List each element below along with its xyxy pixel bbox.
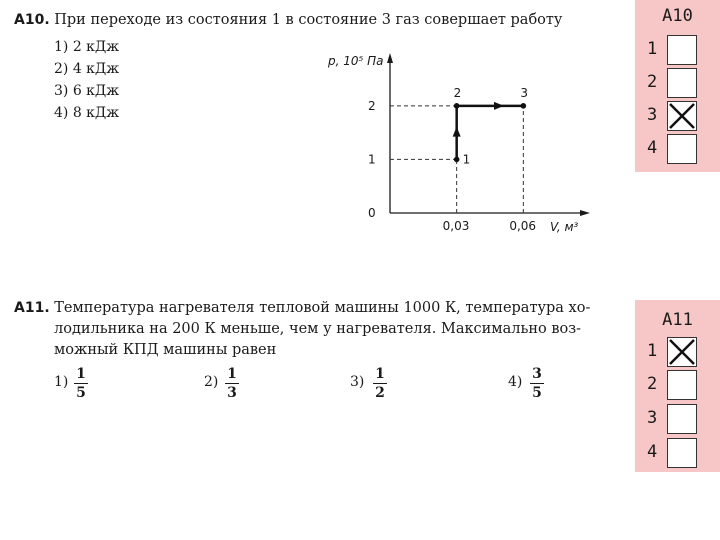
a10-answer-num-1: 1 [647, 39, 658, 59]
pv-chart [320, 45, 620, 245]
a11-option-3-label: 3) [350, 374, 365, 390]
a10-answer-box-4[interactable] [667, 134, 697, 164]
a11-fraction-2-den: 3 [227, 385, 237, 401]
a10-answer-box-3[interactable] [667, 101, 697, 131]
a11-answer-box-4[interactable] [667, 438, 697, 468]
cross-mark-icon [668, 102, 696, 130]
a11-fraction-2-num: 1 [227, 366, 237, 382]
a10-answer-row-2 [635, 68, 720, 98]
answer-panel-a10 [635, 0, 720, 172]
a11-answer-row-4 [635, 438, 720, 468]
a11-fraction-2 [225, 366, 239, 401]
a11-fraction-3 [373, 366, 387, 401]
a11-fraction-3-num: 1 [375, 366, 385, 382]
a10-question [14, 10, 614, 31]
a11-number: А11. [14, 300, 50, 316]
x-tick-label: 0,03 [442, 219, 470, 233]
a10-answer-num-2: 2 [647, 72, 658, 92]
a11-fraction-4-den: 5 [532, 385, 542, 401]
process-arrow [453, 127, 461, 137]
a10-number: А10. [14, 12, 50, 28]
state-label: 3 [520, 85, 528, 100]
a10-answer-box-2[interactable] [667, 68, 697, 98]
state-point [521, 103, 527, 109]
x-axis-arrow [580, 210, 590, 216]
answer-panel-a10-title: А10 [662, 6, 693, 26]
a11-option-4-label: 4) [508, 374, 523, 390]
a10-options [54, 36, 119, 124]
a11-answer-row-1 [635, 337, 720, 367]
a11-fraction-1 [74, 366, 88, 401]
a11-fraction-4 [530, 366, 544, 401]
a11-fraction-3-den: 2 [375, 385, 385, 401]
a11-fraction-1-num: 1 [76, 366, 86, 382]
a10-option-4: 4) 8 кДж [54, 105, 120, 121]
a10-question-text: При переходе из состояния 1 в состояние 3 газ совершает работу [54, 12, 563, 28]
y-tick-label: 2 [368, 98, 376, 113]
answer-panel-a11-title: А11 [662, 310, 693, 330]
a11-fraction-4-num: 3 [532, 366, 542, 382]
a10-option-1: 1) 2 кДж [54, 39, 120, 55]
y-axis-arrow [387, 53, 393, 63]
y-tick-label: 1 [368, 152, 376, 167]
a11-option-2-label: 2) [204, 374, 219, 390]
a11-answer-row-2 [635, 370, 720, 400]
a11-answer-num-4: 4 [647, 442, 658, 462]
a10-answer-num-4: 4 [647, 138, 658, 158]
x-tick-label: 0,06 [509, 219, 537, 233]
a10-option-2: 2) 4 кДж [54, 61, 120, 77]
state-label: 1 [462, 152, 471, 167]
a11-line-2: лодильника на 200 К меньше, чем у нагревателя. Максимально воз- [54, 321, 582, 337]
chart-ylabel: p, 10⁵ Па [328, 54, 384, 68]
a10-answer-box-1[interactable] [667, 35, 697, 65]
a10-answer-row-1 [635, 35, 720, 65]
a10-answer-row-3 [635, 101, 720, 131]
a11-answer-num-2: 2 [647, 374, 658, 394]
a11-answer-num-3: 3 [647, 408, 658, 428]
a11-answer-box-3[interactable] [667, 404, 697, 434]
a10-answer-row-4 [635, 134, 720, 164]
cross-mark-icon [668, 338, 696, 366]
a11-fraction-1-den: 5 [76, 385, 86, 401]
a11-option-1-label: 1) [54, 374, 69, 390]
a10-answer-num-3: 3 [647, 105, 658, 125]
a11-answer-row-3 [635, 404, 720, 434]
process-arrow [494, 102, 504, 110]
answer-panel-a11 [635, 300, 720, 472]
a11-line-1: Температура нагревателя тепловой машины 1000 К, температура хо- [54, 300, 591, 316]
a10-option-3: 3) 6 кДж [54, 83, 120, 99]
state-point [454, 103, 460, 109]
a11-answer-box-2[interactable] [667, 370, 697, 400]
y-tick-label: 0 [368, 206, 376, 220]
a11-answer-num-1: 1 [647, 341, 658, 361]
state-label: 2 [453, 85, 462, 100]
chart-xlabel: V, м³ [550, 220, 579, 234]
state-point [454, 157, 460, 163]
a11-answer-box-1[interactable] [667, 337, 697, 367]
a11-question [14, 298, 624, 361]
a11-line-3: можный КПД машины равен [54, 342, 277, 358]
